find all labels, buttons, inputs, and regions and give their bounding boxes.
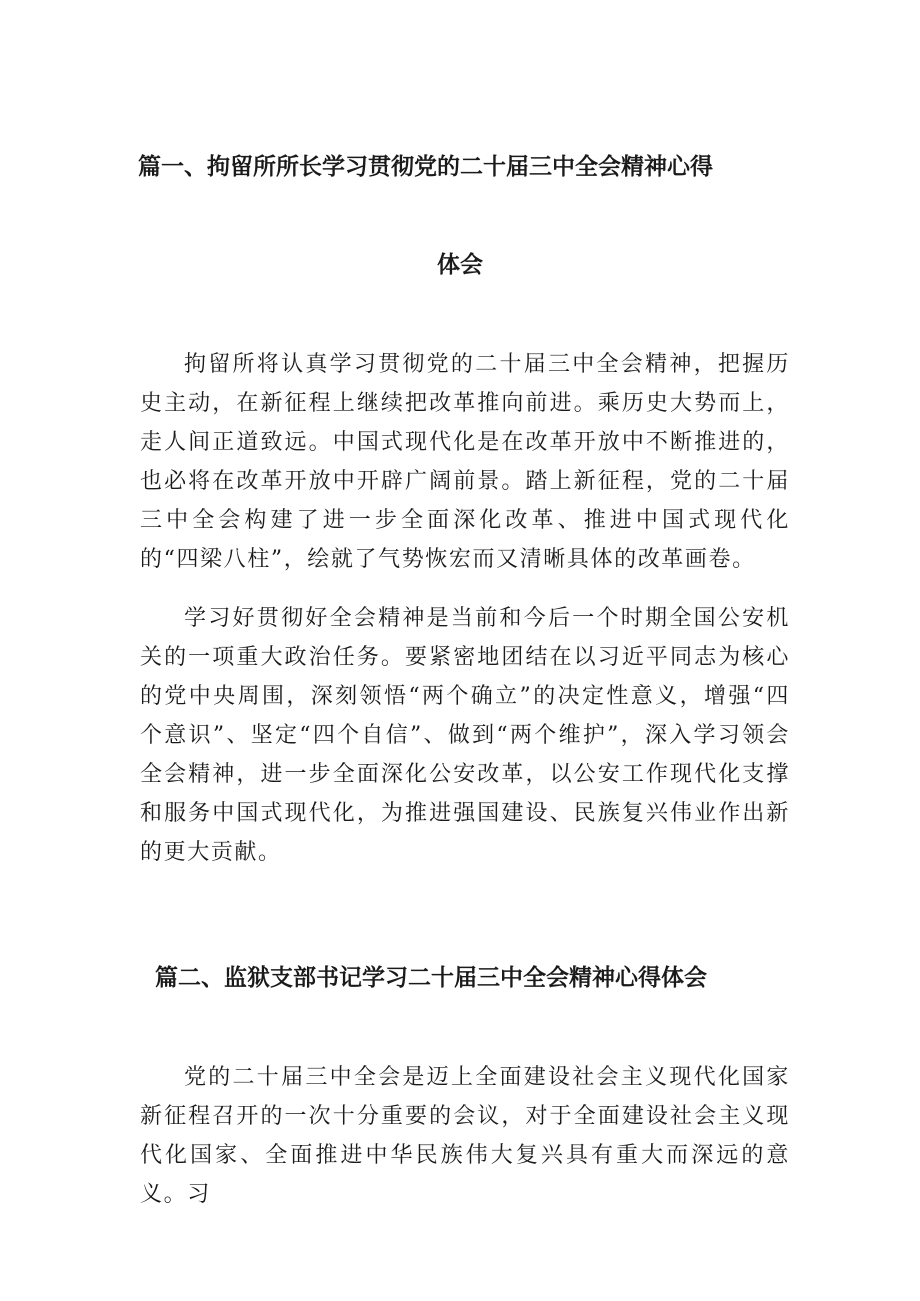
section1-title-line1: 篇一、拘留所所长学习贯彻党的二十届三中全会精神心得	[138, 154, 713, 180]
section1-paragraph-1: 拘留所将认真学习贯彻党的二十届三中全会精神，把握历史主动，在新征程上继续把改革推向前进。乘历史大势而上，走人间正道致远。中国式现代化是在改革开放中不断推进的，也必将在改革开放中开辟广阔前景。踏上新征程，党的二十届三中全会构建了进一步全面深化改革、推进中国式现代化的“四梁八柱”，绘就了气势恢宏而又清晰具体的改革画卷。	[140, 352, 790, 572]
section1-title-line2: 体会	[437, 252, 483, 278]
section2-paragraph-1: 党的二十届三中全会是迈上全面建设社会主义现代化国家新征程召开的一次十分重要的会议，对于全面建设社会主义现代化国家、全面推进中华民族伟大复兴具有重大而深远的意义。习	[140, 1065, 790, 1207]
section1-paragraph-2: 学习好贯彻好全会精神是当前和今后一个时期全国公安机关的一项重大政治任务。要紧密地团结在以习近平同志为核心的党中央周围，深刻领悟“两个确立”的决定性意义，增强“四个意识”、坚定“四个自信”、做到“两个维护”，深入学习领会全会精神，进一步全面深化公安改革，以公安工作现代化支撑和服务中国式现代化，为推进强国建设、民族复兴伟业作出新的更大贡献。	[140, 606, 790, 865]
section2-title: 篇二、监狱支部书记学习二十届三中全会精神心得体会	[155, 965, 707, 991]
